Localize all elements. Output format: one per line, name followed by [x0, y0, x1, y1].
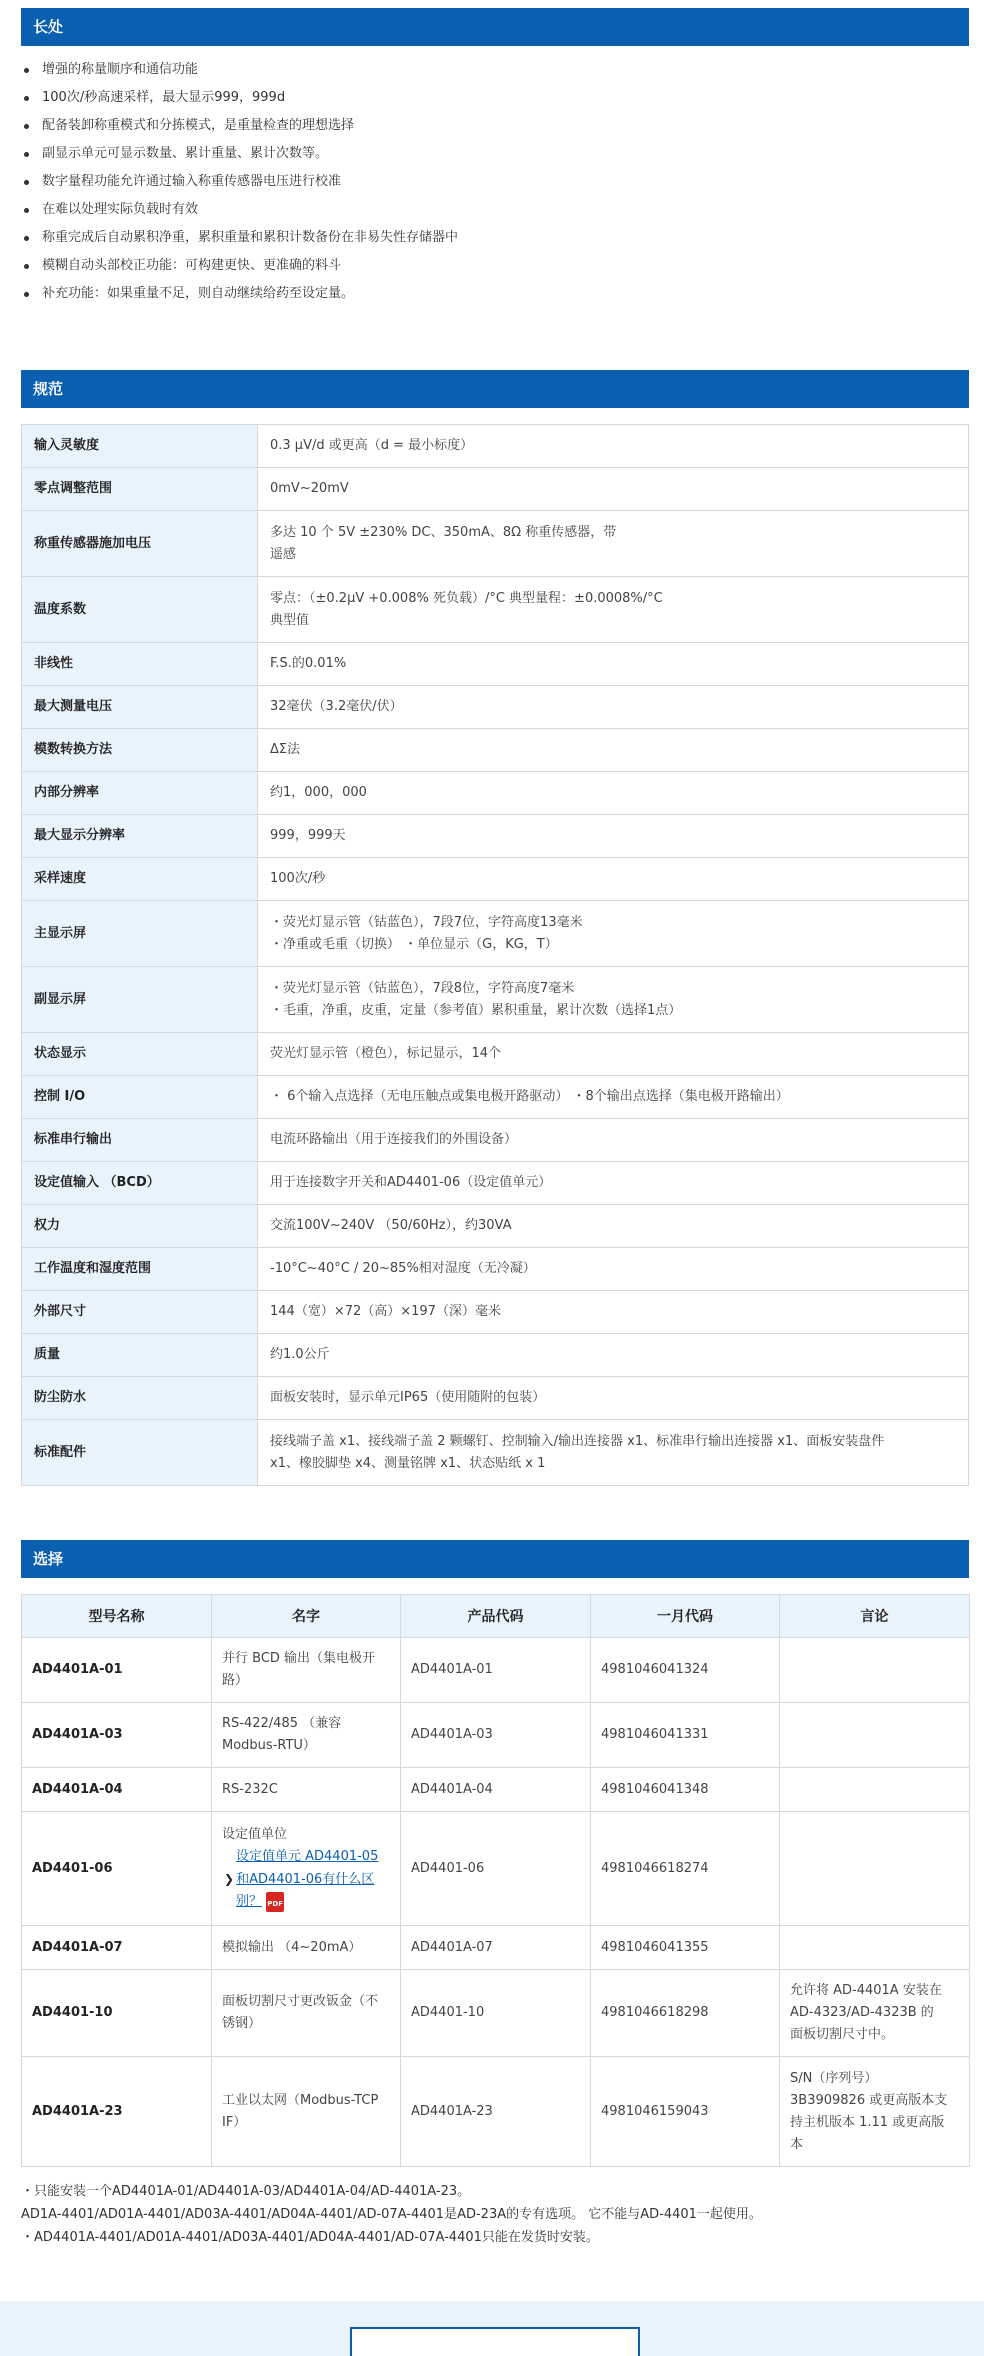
options-table — [21, 1594, 970, 2167]
spec-value-line: ・荧光灯显示管（钴蓝色），7段8位，字符高度7毫米 — [270, 980, 575, 996]
spec-label: 采样速度 — [22, 858, 258, 901]
spec-label: 控制 I/O — [22, 1076, 258, 1119]
model-cell: AD4401A-03 — [22, 1703, 212, 1768]
spec-value: 交流100V~240V （50/60Hz），约30VA — [258, 1205, 969, 1248]
list-item: 称重完成后自动累积净重，累积重量和累积计数备份在非易失性存储器中 — [22, 224, 962, 252]
list-item: 补充功能：如果重量不足，则自动继续给药至设定量。 — [22, 280, 962, 308]
name-line: 工业以太网（Modbus-TCP — [222, 2092, 379, 2108]
table-row — [22, 1970, 970, 2057]
footnotes — [21, 2180, 969, 2249]
table-row — [22, 967, 969, 1033]
spec-value-line: ・毛重，净重，皮重，定量（参考值）累积重量，累计次数（选择1点） — [270, 1002, 682, 1018]
spec-label: 外部尺寸 — [22, 1291, 258, 1334]
spec-value-line: ・荧光灯显示管（钴蓝色），7段7位，字符高度13毫米 — [270, 914, 583, 930]
remark-line: S/N（序列号） — [790, 2070, 878, 2086]
remark-cell — [780, 1970, 970, 2057]
spec-label: 输入灵敏度 — [22, 425, 258, 468]
name-line: Modbus-RTU） — [222, 1738, 316, 1753]
comparison-link[interactable]: 和AD4401-06有什么区 — [236, 1872, 375, 1887]
name-cell — [212, 1970, 401, 2057]
jan-cell: 4981046618274 — [591, 1812, 780, 1926]
spec-value: 100次/秒 — [258, 858, 969, 901]
spec-label: 工作温度和湿度范围 — [22, 1248, 258, 1291]
table-row — [22, 1812, 970, 1926]
column-header: 言论 — [780, 1595, 970, 1638]
table-row — [22, 815, 969, 858]
code-cell: AD4401-10 — [401, 1970, 591, 2057]
code-cell: AD4401A-03 — [401, 1703, 591, 1768]
table-row — [22, 425, 969, 468]
spec-value: -10°C~40°C / 20~85%相对湿度（无冷凝） — [258, 1248, 969, 1291]
table-row — [22, 511, 969, 577]
column-header: 型号名称 — [22, 1595, 212, 1638]
table-row — [22, 1420, 969, 1486]
spec-label: 防尘防水 — [22, 1377, 258, 1420]
remark-line: AD-4323/AD-4323B 的 — [790, 2005, 934, 2020]
remark-line: 面板切割尺寸中。 — [790, 2027, 895, 2042]
jan-cell: 4981046041331 — [591, 1703, 780, 1768]
remark-cell — [780, 1703, 970, 1768]
spec-label: 最大显示分辨率 — [22, 815, 258, 858]
spec-label: 副显示屏 — [22, 967, 258, 1033]
list-item: 增强的称量顺序和通信功能 — [22, 56, 962, 84]
remark-cell — [780, 2057, 970, 2167]
name-cell: 模拟输出 （4~20mA） — [212, 1926, 401, 1970]
table-row — [22, 577, 969, 643]
spec-label: 最大测量电压 — [22, 686, 258, 729]
section-header-specs: 规范 — [21, 370, 969, 408]
table-row — [22, 1076, 969, 1119]
remark-cell — [780, 1638, 970, 1703]
model-cell: AD4401A-04 — [22, 1768, 212, 1812]
jan-cell: 4981046618298 — [591, 1970, 780, 2057]
table-row — [22, 1248, 969, 1291]
spec-value-line: 接线端子盖 x1、接线端子盖 2 颗螺钉、控制输入/输出连接器 x1、标准串行输出连接器 x1、面板安装盘件 — [270, 1433, 885, 1449]
table-row — [22, 1703, 970, 1768]
model-cell: AD4401A-01 — [22, 1638, 212, 1703]
spec-value: 约1.0公斤 — [258, 1334, 969, 1377]
model-cell: AD4401-06 — [22, 1812, 212, 1926]
spec-label: 状态显示 — [22, 1033, 258, 1076]
name-cell — [212, 1812, 401, 1926]
spec-value: 0mV~20mV — [258, 468, 969, 511]
model-cell: AD4401-10 — [22, 1970, 212, 2057]
name-cell: RS-232C — [212, 1768, 401, 1812]
list-item: 100次/秒高速采样，最大显示999，999d — [22, 84, 962, 112]
table-row — [22, 2057, 970, 2167]
pdf-icon[interactable]: PDF — [266, 1892, 284, 1912]
spec-value: 约1，000，000 — [258, 772, 969, 815]
spec-label: 模数转换方法 — [22, 729, 258, 772]
spec-label: 主显示屏 — [22, 901, 258, 967]
name-line: 路） — [222, 1673, 249, 1688]
name-cell — [212, 1703, 401, 1768]
code-cell: AD4401A-07 — [401, 1926, 591, 1970]
table-row — [22, 1926, 970, 1970]
table-row — [22, 1162, 969, 1205]
jan-cell: 4981046159043 — [591, 2057, 780, 2167]
remark-cell — [780, 1926, 970, 1970]
spec-label: 内部分辨率 — [22, 772, 258, 815]
spec-label: 设定值输入 （BCD） — [22, 1162, 258, 1205]
footer-button[interactable] — [350, 2327, 640, 2356]
remark-cell — [780, 1812, 970, 1926]
spec-value: F.S.的0.01% — [258, 643, 969, 686]
spec-value: 用于连接数字开关和AD4401-06（设定值单元） — [258, 1162, 969, 1205]
list-item: 模糊自动头部校正功能：可构建更快、更准确的料斗 — [22, 252, 962, 280]
code-cell: AD4401A-01 — [401, 1638, 591, 1703]
spec-label: 称重传感器施加电压 — [22, 511, 258, 577]
section-header-options: 选择 — [21, 1540, 969, 1578]
spec-value: 32毫伏（3.2毫伏/伏） — [258, 686, 969, 729]
spec-table — [21, 424, 969, 1486]
spec-label: 权力 — [22, 1205, 258, 1248]
advantages-list — [22, 56, 962, 308]
list-item: 在难以处理实际负载时有效 — [22, 196, 962, 224]
jan-cell: 4981046041355 — [591, 1926, 780, 1970]
section-header-advantages: 长处 — [21, 8, 969, 46]
spec-label: 零点调整范围 — [22, 468, 258, 511]
table-row — [22, 1377, 969, 1420]
name-line: 设定值单位 — [222, 1827, 288, 1842]
spec-value: 999，999天 — [258, 815, 969, 858]
name-line: 面板切割尺寸更改钣金（不 — [222, 1994, 379, 2009]
spec-value-line: 零点：（±0.2μV +0.008% 死负载）/°C 典型量程：±0.0008%/°C — [270, 590, 663, 606]
spec-value — [258, 1420, 969, 1486]
jan-cell: 4981046041324 — [591, 1638, 780, 1703]
name-cell — [212, 1638, 401, 1703]
remark-line: 允许将 AD-4401A 安装在 — [790, 1983, 942, 1998]
footnote: ・AD4401A-4401/AD01A-4401/AD03A-4401/AD04A-4401/AD-07A-4401只能在发货时安装。 — [21, 2230, 599, 2245]
spec-value-line: 多达 10 个 5V ±230% DC、350mA、8Ω 称重传感器，带 — [270, 524, 617, 540]
code-cell: AD4401A-04 — [401, 1768, 591, 1812]
spec-value: 144（宽）×72（高）×197（深）毫米 — [258, 1291, 969, 1334]
spec-label: 标准配件 — [22, 1420, 258, 1486]
spec-value-line: ・净重或毛重（切换） ・单位显示（G，KG，T） — [270, 936, 558, 952]
model-cell: AD4401A-07 — [22, 1926, 212, 1970]
table-row — [22, 1638, 970, 1703]
model-cell: AD4401A-23 — [22, 2057, 212, 2167]
jan-cell: 4981046041348 — [591, 1768, 780, 1812]
remark-cell — [780, 1768, 970, 1812]
chevron-right-icon: ❯ — [224, 1872, 235, 1886]
comparison-link[interactable]: 别？ — [236, 1894, 263, 1909]
code-cell: AD4401A-23 — [401, 2057, 591, 2167]
table-row — [22, 1291, 969, 1334]
footnote: ・只能安装一个AD4401A-01/AD4401A-03/AD4401A-04/AD-4401A-23。 — [21, 2184, 471, 2199]
name-line: RS-422/485 （兼容 — [222, 1716, 342, 1731]
table-row — [22, 729, 969, 772]
spec-value — [258, 967, 969, 1033]
name-line: 锈钢） — [222, 2016, 262, 2031]
list-item: 副显示单元可显示数量、累计重量、累计次数等。 — [22, 140, 962, 168]
name-cell — [212, 2057, 401, 2167]
remark-line: 持主机版本 1.11 或更高版 — [790, 2114, 945, 2130]
column-header: 一月代码 — [591, 1595, 780, 1638]
spec-value: 0.3 μV/d 或更高（d = 最小标度） — [258, 425, 969, 468]
spec-label: 质量 — [22, 1334, 258, 1377]
table-row — [22, 901, 969, 967]
code-cell: AD4401-06 — [401, 1812, 591, 1926]
table-row — [22, 643, 969, 686]
table-row — [22, 858, 969, 901]
table-row — [22, 772, 969, 815]
spec-value: 荧光灯显示管（橙色），标记显示，14个 — [258, 1033, 969, 1076]
spec-value: ・ 6个输入点选择（无电压触点或集电极开路驱动） ・8个输出点选择（集电极开路输出） — [258, 1076, 969, 1119]
remark-line: 本 — [790, 2136, 804, 2152]
table-row — [22, 468, 969, 511]
table-row — [22, 1119, 969, 1162]
list-item: 配备装卸称重模式和分拣模式，是重量检查的理想选择 — [22, 112, 962, 140]
spec-label: 标准串行输出 — [22, 1119, 258, 1162]
column-header: 名字 — [212, 1595, 401, 1638]
remark-line: 3B3909826 或更高版本支 — [790, 2092, 948, 2108]
spec-value — [258, 901, 969, 967]
table-row — [22, 1033, 969, 1076]
table-row — [22, 1334, 969, 1377]
table-row — [22, 1205, 969, 1248]
spec-value — [258, 577, 969, 643]
spec-value-line: x1、橡胶脚垫 x4、测量铭牌 x1、状态贴纸 x 1 — [270, 1455, 546, 1471]
spec-value — [258, 511, 969, 577]
footnote: AD1A-4401/AD01A-4401/AD03A-4401/AD04A-4401/AD-07A-4401是AD-23A的专有选项。 它不能与AD-4401一起使用。 — [21, 2207, 762, 2222]
name-line: 并行 BCD 输出（集电极开 — [222, 1651, 376, 1666]
column-header: 产品代码 — [401, 1595, 591, 1638]
comparison-link[interactable]: 设定值单元 AD4401-05 — [236, 1849, 379, 1864]
spec-value: ΔΣ法 — [258, 729, 969, 772]
table-row — [22, 686, 969, 729]
spec-label: 温度系数 — [22, 577, 258, 643]
list-item: 数字量程功能允许通过输入称重传感器电压进行校准 — [22, 168, 962, 196]
spec-value-line: 遥感 — [270, 546, 297, 562]
spec-value-line: 典型值 — [270, 612, 310, 628]
table-header-row — [22, 1595, 970, 1638]
spec-label: 非线性 — [22, 643, 258, 686]
spec-value: 电流环路输出（用于连接我们的外围设备） — [258, 1119, 969, 1162]
spec-value: 面板安装时，显示单元IP65（使用随附的包装） — [258, 1377, 969, 1420]
name-line: IF） — [222, 2114, 247, 2130]
table-row — [22, 1768, 970, 1812]
